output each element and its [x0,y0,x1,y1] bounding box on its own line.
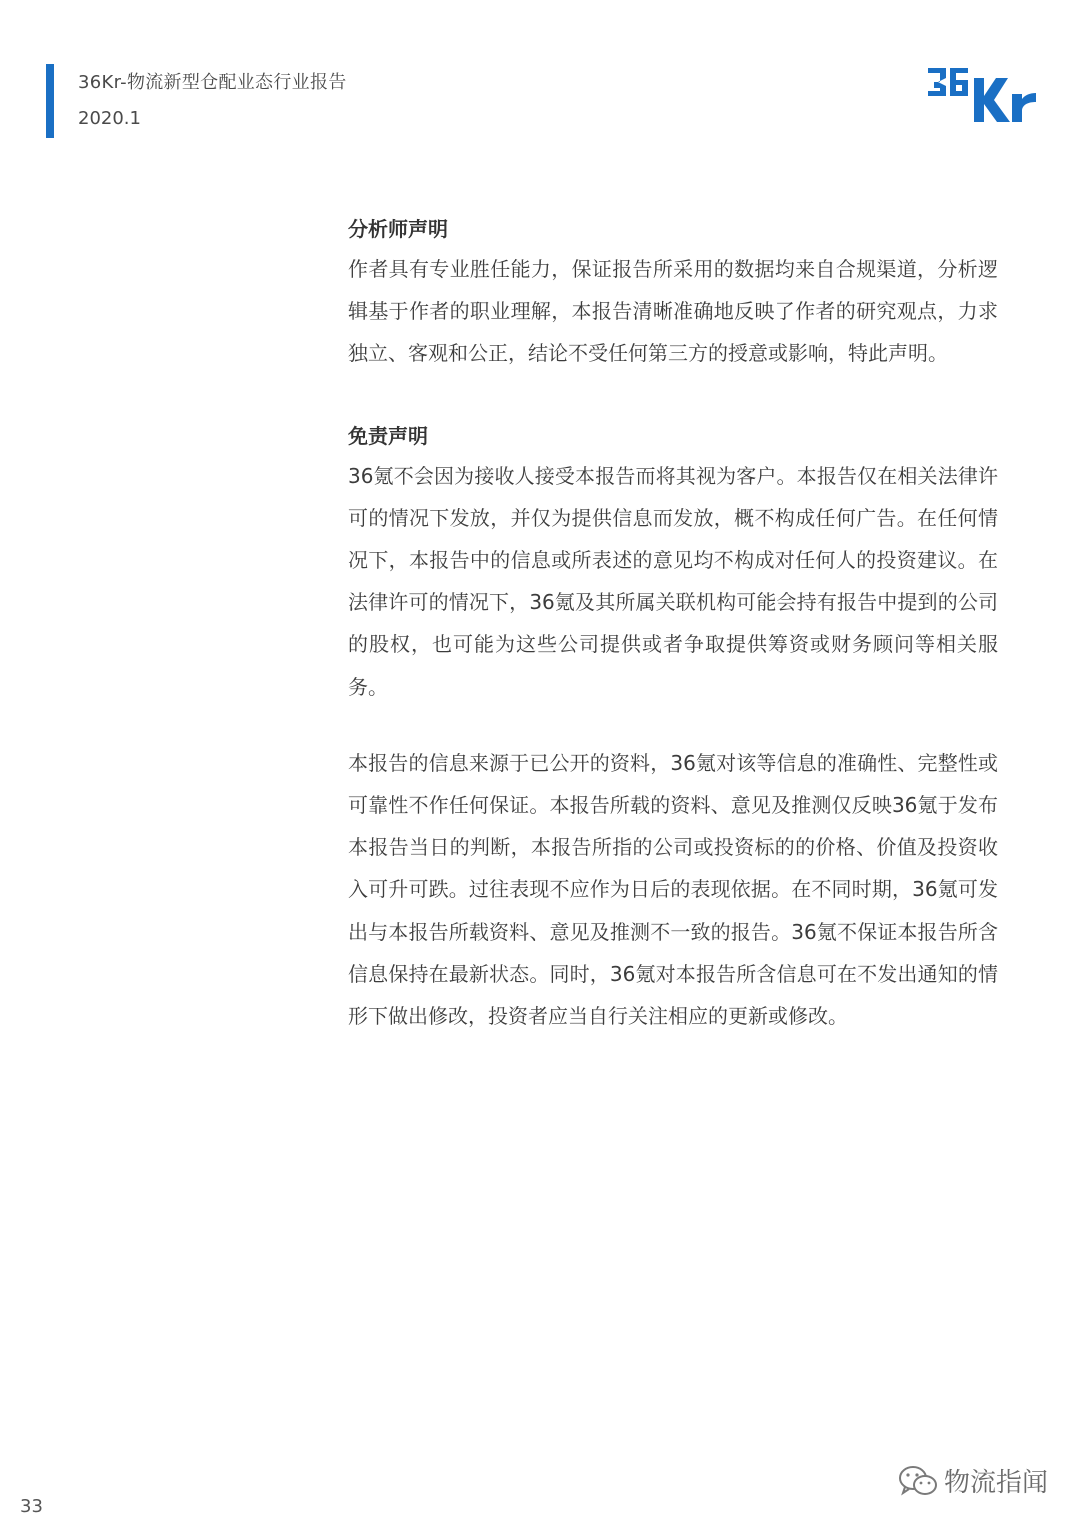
report-title: 36Kr-物流新型仓配业态行业报告 [78,72,347,93]
header-accent-bar [46,64,54,138]
analyst-statement-heading: 分析师声明 [348,217,448,241]
wechat-icon [898,1464,938,1498]
36kr-logo [924,58,1040,128]
report-body [348,210,998,1037]
watermark-text: 物流指闻 [944,1468,1049,1498]
disclaimer-text-1: 36氪不会因为接收人接受本报告而将其视为客户。本报告仅在相关法律许可的情况下发放，并仅为提供信息而发放，概不构成任何广告。在任何情况下，本报告中的信息或所表述的意见均不构成对任何人的投资建议。在法律许可的情况下，36氪及其所属关联机构可能会持有报告中提到的公司的股权，也可能为这些公司提供或者争取提供筹资或财务顾问等相关服务。 [348,463,998,699]
watermark [898,1462,1048,1499]
analyst-statement-text: 作者具有专业胜任能力，保证报告所采用的数据均来自合规渠道，分析逻辑基于作者的职业理解，本报告清晰准确地反映了作者的研究观点，力求独立、客观和公正，结论不受任何第三方的授意或影响，特此声明。 [348,257,998,366]
page-number: 33 [20,1496,43,1517]
disclaimer-heading: 免责声明 [348,423,428,448]
report-date: 2020.1 [78,108,141,129]
disclaimer-text-2: 本报告的信息来源于已公开的资料，36氪对该等信息的准确性、完整性或可靠性不作任何保证。本报告所载的资料、意见及推测仅反映36氪于发布本报告当日的判断，本报告所指的公司或投资标的的价格、价值及投资收入可升可跌。过往表现不应作为日后的表现依据。在不同时期，36氪可发出与本报告所载资料、意见及推测不一致的报告。36氪不保证本报告所含信息保持在最新状态。同时，36氪对本报告所含信息可在不发出通知的情形下做出修改，投资者应当自行关注相应的更新或修改。 [348,750,998,1029]
